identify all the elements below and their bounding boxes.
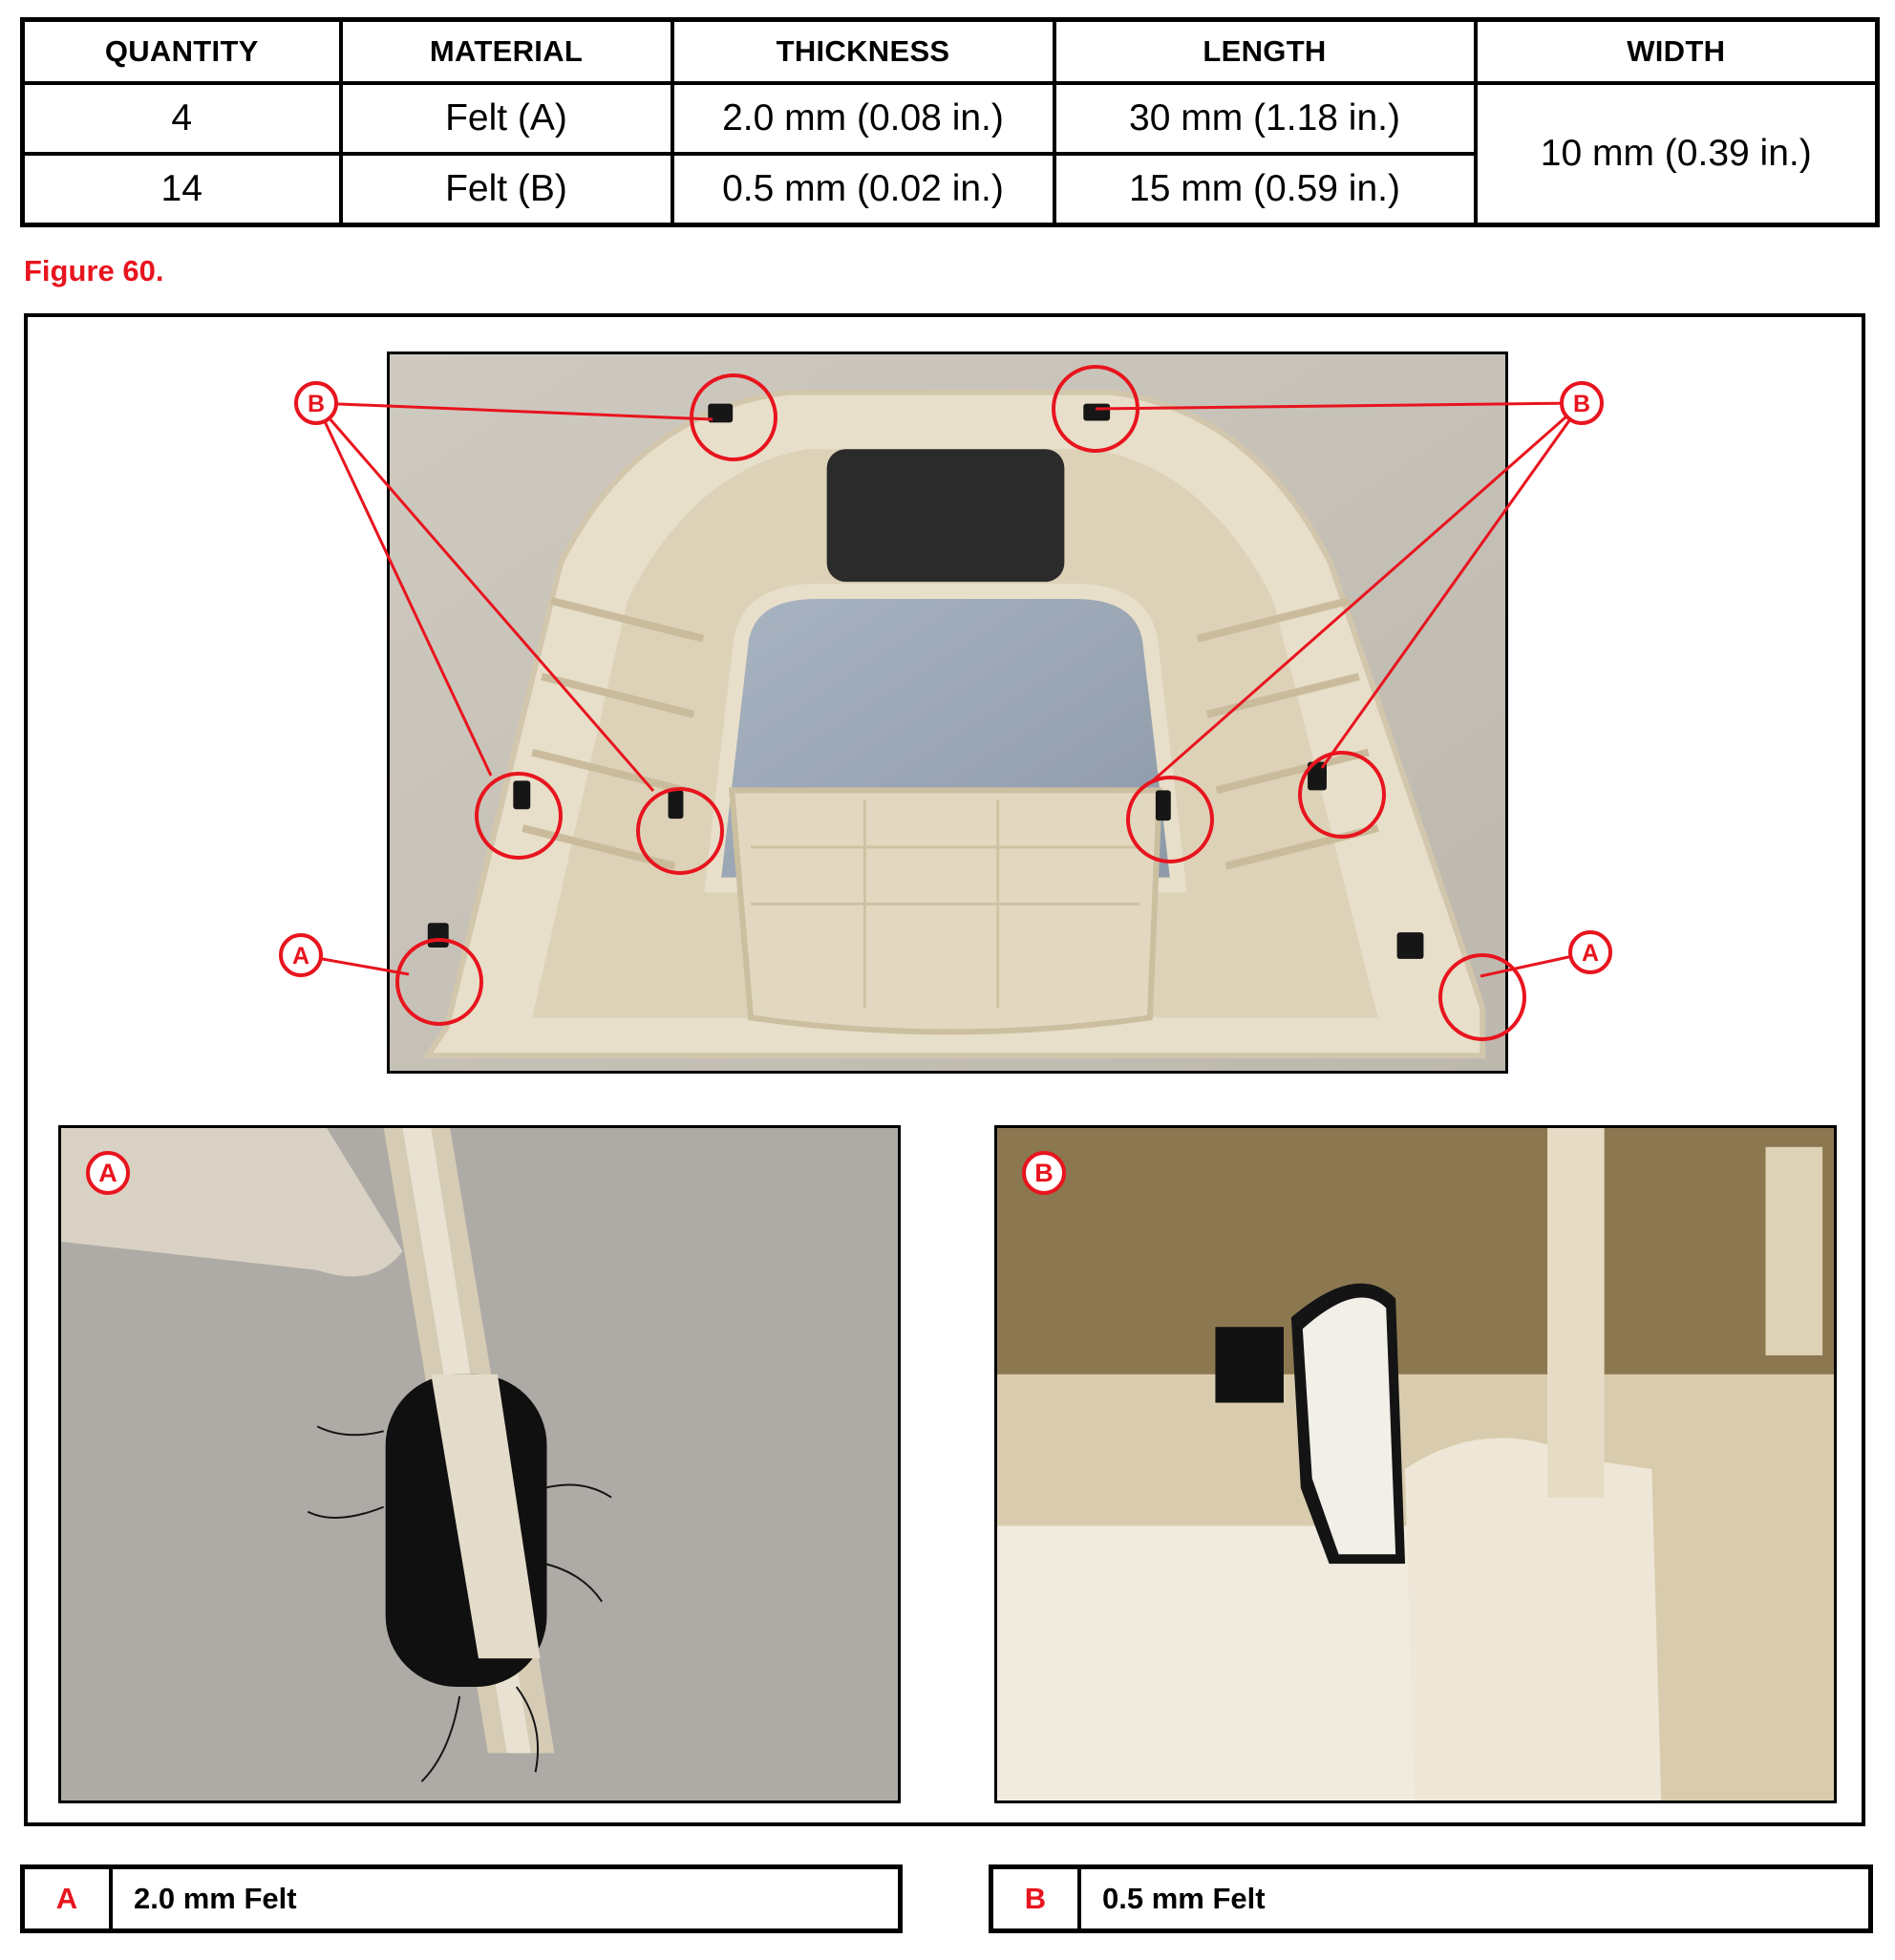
cell-length: 15 mm (0.59 in.) xyxy=(1054,154,1476,225)
cell-material: Felt (A) xyxy=(341,83,672,154)
svg-text:B: B xyxy=(307,391,326,417)
callout-badge-a-right xyxy=(1570,932,1610,972)
callout-badge-a-left xyxy=(281,935,321,975)
closeup-photo-a xyxy=(58,1125,901,1803)
legend-felt-a xyxy=(20,1864,903,1933)
felt-a-closeup-illustration xyxy=(61,1128,898,1800)
col-header-thickness: THICKNESS xyxy=(672,20,1054,84)
callout-circle-a xyxy=(397,940,481,1024)
figure-frame xyxy=(24,313,1865,1826)
cell-width-shared: 10 mm (0.39 in.) xyxy=(1476,83,1878,225)
callout-circle-b xyxy=(477,774,561,858)
col-header-material: MATERIAL xyxy=(341,20,672,84)
cell-length: 30 mm (1.18 in.) xyxy=(1054,83,1476,154)
table-header-row xyxy=(23,20,1878,84)
col-header-width: WIDTH xyxy=(1476,20,1878,84)
legend-felt-b xyxy=(989,1864,1873,1933)
table-row xyxy=(23,83,1878,154)
col-header-length: LENGTH xyxy=(1054,20,1476,84)
cell-thickness: 0.5 mm (0.02 in.) xyxy=(672,154,1054,225)
legend-text-a: 2.0 mm Felt xyxy=(134,1882,297,1915)
callout-circle-a xyxy=(1440,955,1524,1039)
closeup-photo-b xyxy=(994,1125,1837,1803)
svg-text:A: A xyxy=(291,943,310,969)
figure-caption: Figure 60. xyxy=(24,254,164,288)
spec-table xyxy=(20,17,1880,227)
callout-circle-b xyxy=(638,789,722,873)
callout-circle-b xyxy=(1300,753,1384,837)
legend-text-b: 0.5 mm Felt xyxy=(1102,1882,1266,1915)
inset-badge-a: A xyxy=(86,1151,130,1195)
legend-key-b: B xyxy=(993,1869,1081,1928)
col-header-quantity: QUANTITY xyxy=(23,20,341,84)
callout-badge-b-left xyxy=(296,383,336,423)
cell-thickness: 2.0 mm (0.08 in.) xyxy=(672,83,1054,154)
svg-text:A: A xyxy=(1581,940,1600,967)
callout-circle-b xyxy=(692,375,776,459)
cell-quantity: 14 xyxy=(23,154,341,225)
svg-text:B: B xyxy=(1572,391,1591,417)
inset-badge-b: B xyxy=(1022,1151,1066,1195)
cell-material: Felt (B) xyxy=(341,154,672,225)
callout-circle-b xyxy=(1128,778,1212,862)
callout-badge-b-right xyxy=(1562,383,1602,423)
legend-key-a: A xyxy=(25,1869,113,1928)
cell-quantity: 4 xyxy=(23,83,341,154)
felt-b-closeup-illustration xyxy=(997,1128,1834,1800)
